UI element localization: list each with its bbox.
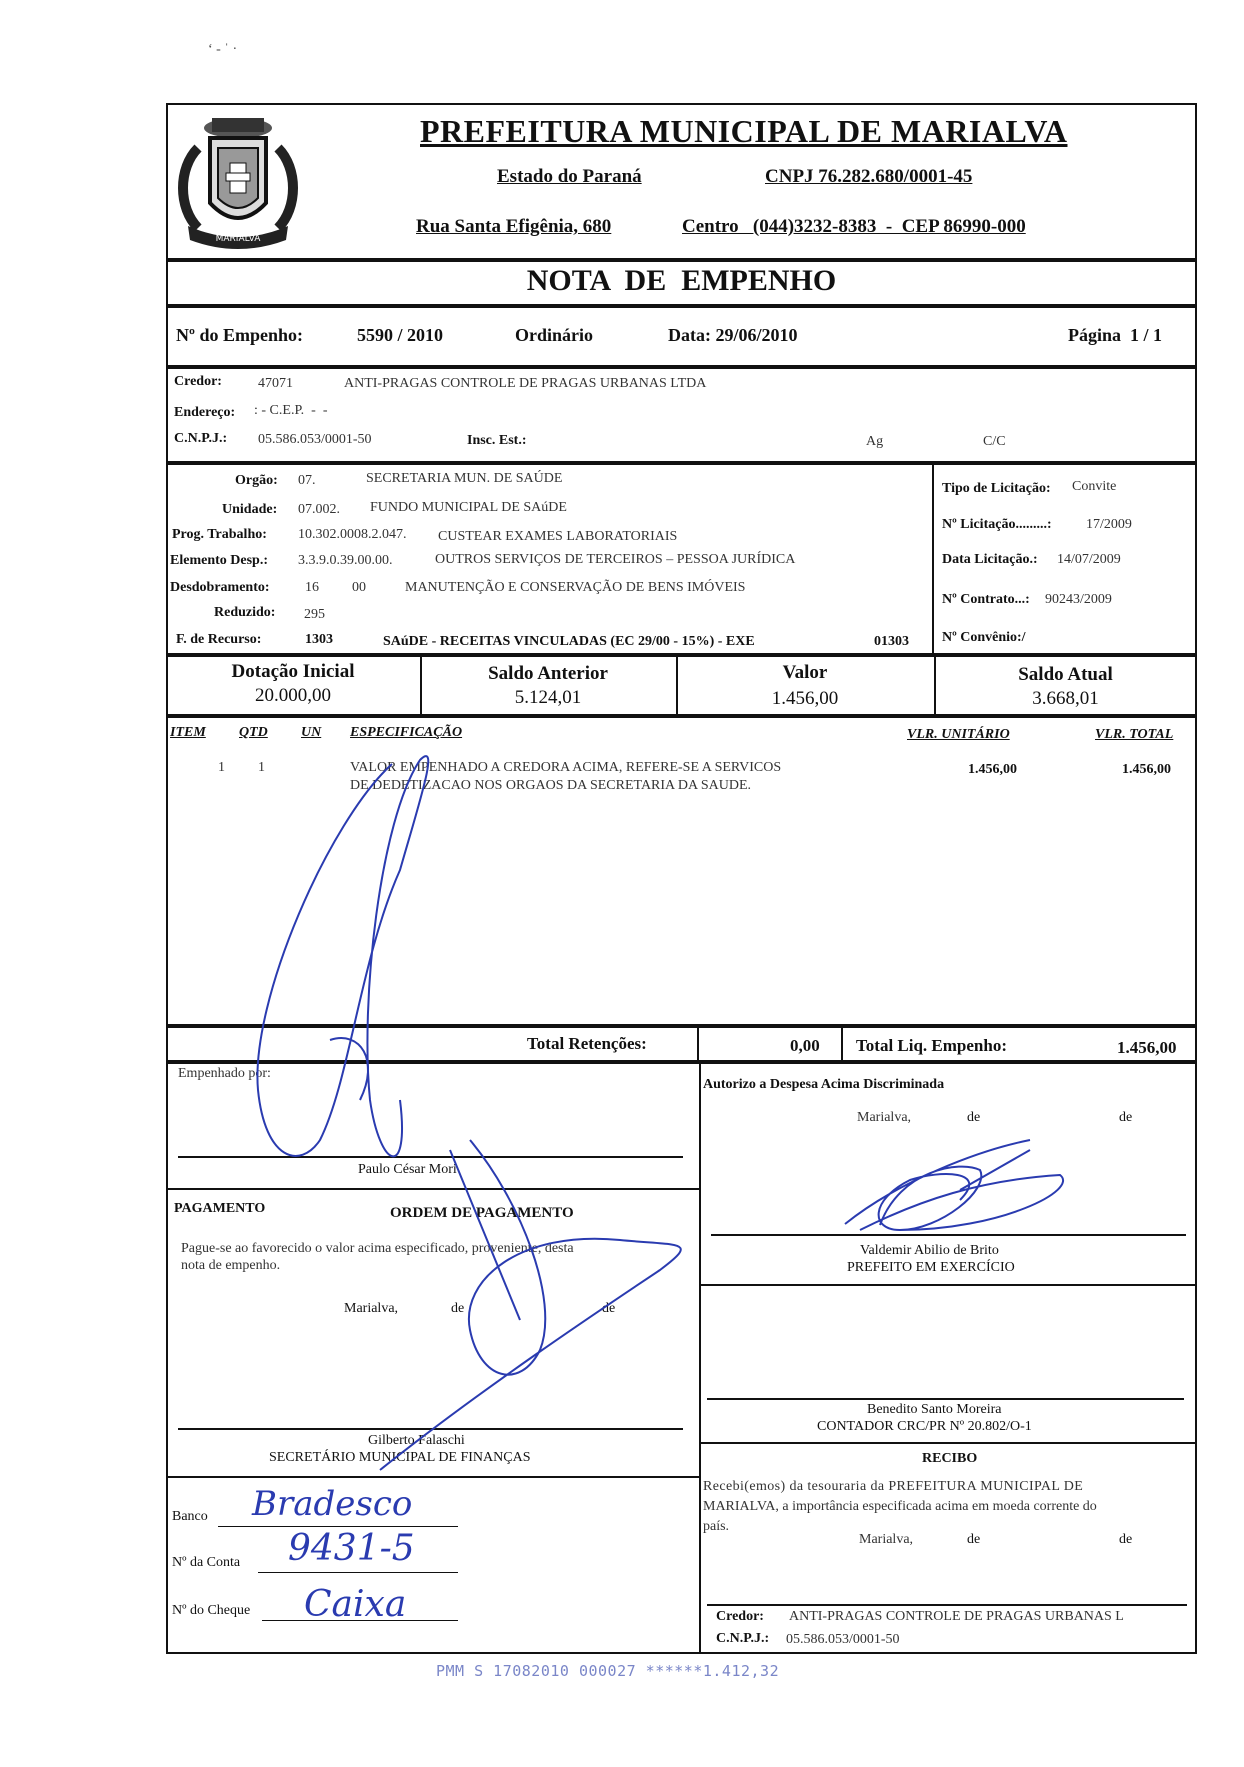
recibo-city: Marialva, (859, 1532, 914, 1547)
licitacao-number-label: Nº Licitação.........: (942, 517, 1052, 532)
licitacao-number-value: 17/2009 (1086, 517, 1132, 532)
lower-center-divider (699, 1062, 701, 1654)
ag-label: Ag (866, 434, 884, 449)
autorizo-city: Marialva, (857, 1110, 912, 1125)
pagamento-de1: de (451, 1301, 465, 1316)
recibo-text-line1: Recebi(emos) da tesouraria da PREFEITURA MUNICIPAL DE (703, 1479, 1084, 1494)
pagamento-title: PAGAMENTO (174, 1201, 266, 1216)
recibo-title: RECIBO (922, 1451, 978, 1466)
total-retencoes-label: Total Retenções: (527, 1034, 647, 1053)
scan-marks: ʻ - ˈ · (208, 42, 238, 57)
unidade-label: Unidade: (222, 502, 278, 517)
saldo-atual-label: Saldo Atual (1018, 664, 1113, 685)
ordem-pagamento-title: ORDEM DE PAGAMENTO (390, 1205, 574, 1221)
pagamento-text-line1: Pague-se ao favorecido o valor acima especificado, proveniente, desta (181, 1241, 574, 1256)
tipo-licitacao-label: Tipo de Licitação: (942, 481, 1051, 496)
col-especificacao: ESPECIFICAÇÃO (350, 725, 463, 740)
recurso-label: F. de Recurso: (176, 632, 262, 647)
saldo-anterior-label: Saldo Anterior (488, 663, 608, 684)
doc-title: NOTA DE EMPENHO (526, 264, 837, 297)
recibo-cnpj-value: 05.586.053/0001-50 (786, 1632, 900, 1647)
contador-role: CONTADOR CRC/PR Nº 20.802/O-1 (817, 1419, 1032, 1434)
desdobramento-code: 16 (305, 580, 319, 595)
prog-desc: CUSTEAR EXAMES LABORATORIAIS (438, 529, 678, 544)
desdobramento-code2: 00 (352, 580, 366, 595)
pagamento-city: Marialva, (344, 1301, 399, 1316)
recibo-text-line3: país. (703, 1519, 730, 1534)
dotacao-divider (932, 463, 934, 655)
orgao-desc: SECRETARIA MUN. DE SAÚDE (366, 471, 563, 486)
pagamento-bottom (166, 1476, 699, 1478)
totals-divider-1 (697, 1026, 699, 1062)
total-liq-label: Total Liq. Empenho: (856, 1036, 1007, 1055)
pagamento-text-line2: nota de empenho. (181, 1258, 281, 1273)
autorizo-de1: de (967, 1110, 981, 1125)
row-item: 1 (218, 760, 225, 775)
row-qtd: 1 (258, 760, 265, 775)
conta-label: Nº da Conta (172, 1555, 241, 1570)
banco-handwritten: Bradesco (252, 1484, 413, 1524)
pagamento-signature-line (178, 1428, 683, 1430)
totals-box (166, 1026, 1197, 1062)
credor-code: 47071 (258, 376, 293, 391)
state-label: Estado do Paraná (497, 166, 642, 187)
prog-label: Prog. Trabalho: (172, 527, 267, 542)
saldo-anterior-value: 5.124,01 (514, 687, 582, 708)
elemento-label: Elemento Desp.: (170, 553, 268, 568)
tipo-licitacao-value: Convite (1072, 479, 1117, 494)
endereco-label: Endereço: (174, 405, 236, 420)
autorizo-name: Valdemir Abilio de Brito (860, 1243, 999, 1258)
contador-name: Benedito Santo Moreira (867, 1402, 1002, 1417)
unidade-desc: FUNDO MUNICIPAL DE SAúDE (370, 500, 567, 515)
empenho-label: Nº do Empenho: (176, 325, 303, 345)
recibo-de1: de (967, 1532, 981, 1547)
row-total-value: 1.456,00 (1122, 762, 1171, 777)
municipal-coat-of-arms (168, 108, 308, 260)
page-number: Página 1 / 1 (1068, 325, 1163, 345)
contrato-value: 90243/2009 (1045, 592, 1112, 607)
empenhado-bottom (166, 1188, 699, 1190)
credor-cnpj-value: 05.586.053/0001-50 (258, 432, 372, 447)
col-un: UN (301, 725, 322, 740)
total-retencoes-value: 0,00 (790, 1036, 820, 1055)
recibo-signature-line (707, 1604, 1187, 1606)
valor-value: 1.456,00 (771, 688, 839, 709)
recurso-number: 01303 (874, 634, 909, 649)
orgao-label: Orgão: (235, 473, 278, 488)
col-qtd: QTD (239, 725, 268, 740)
empenhado-label: Empenhado por: (178, 1066, 271, 1081)
recibo-credor-label: Credor: (716, 1609, 764, 1624)
autorizo-de2: de (1119, 1110, 1133, 1125)
elemento-code: 3.3.9.0.39.00.00. (298, 553, 393, 568)
cheque-handwritten: Caixa (304, 1584, 407, 1625)
recibo-de2: de (1119, 1532, 1133, 1547)
conta-handwritten: 9431-5 (288, 1528, 415, 1569)
contact-label: Centro (044)3232-8383 - CEP 86990-000 (682, 216, 1026, 237)
desdobramento-label: Desdobramento: (170, 580, 270, 595)
dotacao-inicial-value: 20.000,00 (255, 685, 331, 706)
credor-cnpj-label: C.N.P.J.: (174, 431, 228, 446)
desdobramento-desc: MANUTENÇÃO E CONSERVAÇÃO DE BENS IMÓVEIS (405, 580, 746, 595)
cnpj-label: CNPJ 76.282.680/0001-45 (765, 166, 973, 187)
licitacao-date-value: 14/07/2009 (1057, 552, 1121, 567)
banco-label: Banco (172, 1509, 208, 1524)
cheque-label: Nº do Cheque (172, 1603, 251, 1618)
insc-est-label: Insc. Est.: (467, 433, 527, 448)
address-label: Rua Santa Efigênia, 680 (416, 216, 612, 237)
dotacao-inicial-label: Dotação Inicial (231, 661, 355, 682)
recurso-code: 1303 (305, 632, 333, 647)
contador-signature-line (707, 1398, 1184, 1400)
unidade-code: 07.002. (298, 502, 340, 517)
totals-divider-2 (841, 1026, 843, 1062)
col-item: ITEM (170, 725, 206, 740)
row-desc-line2: DE DEDETIZACAO NOS ORGAOS DA SECRETARIA DA SAUDE. (350, 778, 752, 793)
pagamento-signer-role: SECRETÁRIO MUNICIPAL DE FINANÇAS (269, 1450, 531, 1465)
empenho-number: 5590 / 2010 (357, 325, 444, 345)
contrato-label: Nº Contrato...: (942, 592, 1030, 607)
cc-label: C/C (983, 434, 1006, 449)
elemento-desc: OUTROS SERVIÇOS DE TERCEIROS – PESSOA JURÍDICA (435, 552, 796, 567)
empenhado-name: Paulo César Mori (358, 1162, 457, 1177)
row-desc-line1: VALOR EMPENHADO A CREDORA ACIMA, REFERE-SE A SERVICOS (350, 760, 782, 775)
saldo-atual-value: 3.668,01 (1032, 688, 1099, 709)
row-unit-value: 1.456,00 (968, 762, 1017, 777)
svg-text:MARIALVA: MARIALVA (215, 234, 261, 244)
col-vlr-unitario: VLR. UNITÁRIO (907, 727, 1010, 742)
credor-label: Credor: (174, 374, 222, 389)
contador-bottom (699, 1442, 1197, 1444)
col-vlr-total: VLR. TOTAL (1095, 727, 1174, 742)
autorizo-signature-line (711, 1234, 1186, 1236)
prefeitura-title: PREFEITURA MUNICIPAL DE MARIALVA (420, 113, 1068, 149)
autorizo-role: PREFEITO EM EXERCÍCIO (847, 1260, 1015, 1275)
autorizo-label: Autorizo a Despesa Acima Discriminada (703, 1077, 945, 1092)
recibo-credor-value: ANTI-PRAGAS CONTROLE DE PRAGAS URBANAS L (789, 1609, 1124, 1624)
orgao-code: 07. (298, 473, 316, 488)
payment-stamp: PMM S 17082010 000027 ******1.412,32 (436, 1662, 780, 1680)
prog-code: 10.302.0008.2.047. (298, 527, 407, 542)
conta-line (258, 1572, 458, 1573)
pagamento-de2: de (602, 1301, 616, 1316)
reduzido-code: 295 (304, 607, 325, 622)
empenho-type: Ordinário (515, 325, 594, 345)
pagamento-signer-name: Gilberto Falaschi (368, 1433, 465, 1448)
credor-name: ANTI-PRAGAS CONTROLE DE PRAGAS URBANAS LTDA (344, 376, 707, 391)
valor-label: Valor (782, 662, 828, 683)
recurso-desc: SAúDE - RECEITAS VINCULADAS (EC 29/00 - 15%) - EXE (383, 634, 755, 649)
total-liq-value: 1.456,00 (1117, 1038, 1177, 1057)
banco-line (218, 1526, 458, 1527)
licitacao-date-label: Data Licitação.: (942, 552, 1038, 567)
recibo-cnpj-label: C.N.P.J.: (716, 1631, 770, 1646)
reduzido-label: Reduzido: (214, 605, 276, 620)
endereco-value: : - C.E.P. - - (254, 403, 328, 418)
recibo-text-line2: MARIALVA, a importância especificada acima em moeda corrente do (703, 1499, 1097, 1514)
empenho-date: Data: 29/06/2010 (668, 325, 798, 345)
convenio-label: Nº Convênio:/ (942, 630, 1026, 645)
autorizo-bottom (699, 1284, 1197, 1286)
empenhado-signature-line (178, 1156, 683, 1158)
